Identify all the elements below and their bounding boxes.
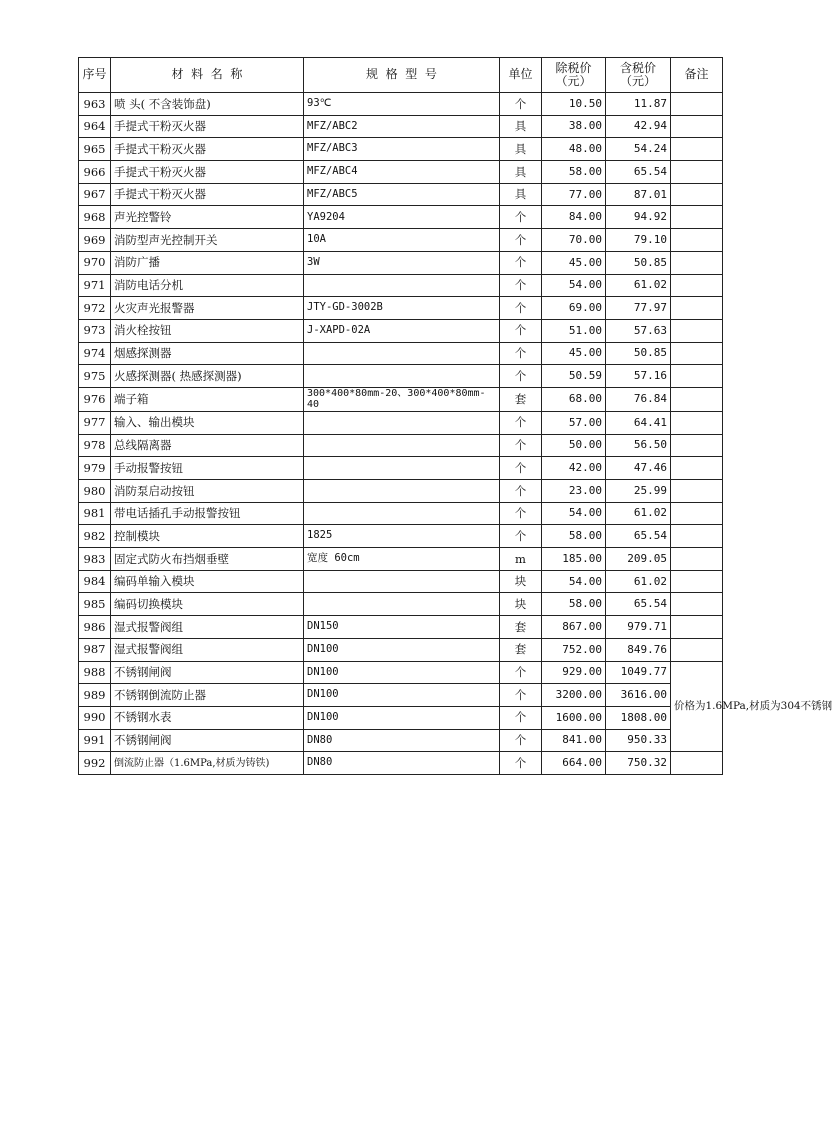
- row-material-name: 火感探测器( 热感探测器): [111, 365, 304, 388]
- row-spec: DN150: [304, 616, 500, 639]
- row-price-ex-tax: 867.00: [542, 616, 606, 639]
- table-row: [79, 387, 723, 411]
- table-row: [79, 706, 723, 729]
- row-index: 964: [79, 115, 111, 138]
- row-material-name: 消防型声光控制开关: [111, 229, 304, 252]
- row-unit: 套: [500, 387, 542, 411]
- row-spec: YA9204: [304, 206, 500, 229]
- row-price-ex-tax: 3200.00: [542, 684, 606, 707]
- row-price-ex-tax: 752.00: [542, 638, 606, 661]
- row-material-name: 控制模块: [111, 525, 304, 548]
- header-price-inc-tax-line2: （元）: [619, 74, 656, 88]
- row-price-inc-tax: 54.24: [606, 138, 671, 161]
- table-row: [79, 548, 723, 571]
- row-material-name: 输入、输出模块: [111, 411, 304, 434]
- row-unit: 个: [500, 434, 542, 457]
- row-material-name: 声光控警铃: [111, 206, 304, 229]
- row-index: 968: [79, 206, 111, 229]
- row-index: 978: [79, 434, 111, 457]
- row-spec: DN100: [304, 661, 500, 684]
- row-spec: [304, 502, 500, 525]
- row-unit: 块: [500, 593, 542, 616]
- row-unit: 具: [500, 161, 542, 184]
- header-idx: 序号: [79, 58, 111, 93]
- table-row: [79, 138, 723, 161]
- row-index: 981: [79, 502, 111, 525]
- row-price-inc-tax: 1808.00: [606, 706, 671, 729]
- row-note: [671, 183, 723, 206]
- row-material-name: 固定式防火布挡烟垂壁: [111, 548, 304, 571]
- row-unit: 个: [500, 457, 542, 480]
- row-spec: MFZ/ABC3: [304, 138, 500, 161]
- row-spec: J-XAPD-02A: [304, 319, 500, 342]
- table-row: [79, 525, 723, 548]
- row-note: [671, 251, 723, 274]
- row-spec: DN80: [304, 729, 500, 752]
- table-body: [79, 93, 832, 775]
- table-row: [79, 183, 723, 206]
- row-index: 973: [79, 319, 111, 342]
- row-price-ex-tax: 68.00: [542, 387, 606, 411]
- table-row: [79, 115, 723, 138]
- row-price-ex-tax: 77.00: [542, 183, 606, 206]
- row-note: [671, 138, 723, 161]
- row-spec: DN100: [304, 638, 500, 661]
- row-material-name: 手提式干粉灭火器: [111, 161, 304, 184]
- row-price-ex-tax: 48.00: [542, 138, 606, 161]
- table-row: [79, 434, 723, 457]
- row-price-ex-tax: 185.00: [542, 548, 606, 571]
- row-unit: 个: [500, 365, 542, 388]
- row-spec: [304, 434, 500, 457]
- header-price-ex-tax-line1: 除税价: [555, 60, 592, 75]
- row-note: [671, 319, 723, 342]
- table-row: [79, 342, 723, 365]
- row-price-inc-tax: 65.54: [606, 593, 671, 616]
- row-index: 987: [79, 638, 111, 661]
- row-unit: 个: [500, 661, 542, 684]
- table-row: [79, 319, 723, 342]
- header-price-inc-tax-line1: 含税价: [619, 60, 656, 75]
- row-material-name: 不锈钢闸阀: [111, 661, 304, 684]
- row-spec: 93℃: [304, 93, 500, 116]
- row-spec: DN80: [304, 752, 500, 775]
- row-price-inc-tax: 11.87: [606, 93, 671, 116]
- table-row: [79, 502, 723, 525]
- row-index: 980: [79, 480, 111, 503]
- row-material-name: 火灾声光报警器: [111, 297, 304, 320]
- row-index: 989: [79, 684, 111, 707]
- row-price-inc-tax: 77.97: [606, 297, 671, 320]
- table-row: [79, 297, 723, 320]
- row-index: 979: [79, 457, 111, 480]
- row-note: [671, 616, 723, 639]
- row-index: 986: [79, 616, 111, 639]
- row-price-ex-tax: 54.00: [542, 570, 606, 593]
- row-price-ex-tax: 10.50: [542, 93, 606, 116]
- row-index: 988: [79, 661, 111, 684]
- row-material-name: 倒流防止器（1.6MPa,材质为铸铁): [111, 752, 304, 775]
- row-price-inc-tax: 979.71: [606, 616, 671, 639]
- table-row: [79, 457, 723, 480]
- table-row: [79, 161, 723, 184]
- row-material-name: 手提式干粉灭火器: [111, 138, 304, 161]
- table-row: [79, 661, 723, 684]
- row-note: [671, 387, 723, 411]
- row-unit: 个: [500, 706, 542, 729]
- row-price-ex-tax: 54.00: [542, 274, 606, 297]
- row-index: 982: [79, 525, 111, 548]
- row-material-name: 手提式干粉灭火器: [111, 183, 304, 206]
- row-note: [671, 297, 723, 320]
- row-price-inc-tax: 750.32: [606, 752, 671, 775]
- price-table: [78, 57, 832, 775]
- header-note: 备注: [671, 58, 723, 93]
- row-price-inc-tax: 42.94: [606, 115, 671, 138]
- row-note: [671, 411, 723, 434]
- row-price-ex-tax: 51.00: [542, 319, 606, 342]
- row-note: [671, 502, 723, 525]
- row-spec: 宽度 60cm: [304, 548, 500, 571]
- row-price-inc-tax: 57.16: [606, 365, 671, 388]
- row-material-name: 总线隔离器: [111, 434, 304, 457]
- row-unit: 个: [500, 729, 542, 752]
- row-price-ex-tax: 57.00: [542, 411, 606, 434]
- table-row: [79, 570, 723, 593]
- header-price-inc-tax: [606, 58, 671, 93]
- row-index: 969: [79, 229, 111, 252]
- row-note: [671, 365, 723, 388]
- row-index: 963: [79, 93, 111, 116]
- table-row: [79, 638, 723, 661]
- row-spec: 300*400*80mm-20、300*400*80mm-40: [304, 387, 500, 411]
- row-price-inc-tax: 950.33: [606, 729, 671, 752]
- row-index: 966: [79, 161, 111, 184]
- row-material-name: 湿式报警阀组: [111, 638, 304, 661]
- row-unit: 套: [500, 638, 542, 661]
- header-spec: 规 格 型 号: [304, 58, 500, 93]
- row-spec: 3W: [304, 251, 500, 274]
- row-index: 990: [79, 706, 111, 729]
- row-price-ex-tax: 70.00: [542, 229, 606, 252]
- row-unit: 个: [500, 319, 542, 342]
- header-price-ex-tax-line2: （元）: [555, 74, 592, 88]
- row-price-ex-tax: 58.00: [542, 593, 606, 616]
- row-note: [671, 638, 723, 661]
- row-material-name: 端子箱: [111, 387, 304, 411]
- row-unit: 个: [500, 274, 542, 297]
- row-unit: 具: [500, 138, 542, 161]
- row-material-name: 编码切换模块: [111, 593, 304, 616]
- row-price-inc-tax: 849.76: [606, 638, 671, 661]
- row-index: 992: [79, 752, 111, 775]
- row-index: 991: [79, 729, 111, 752]
- row-note: [671, 480, 723, 503]
- row-unit: 套: [500, 616, 542, 639]
- header-unit: 单位: [500, 58, 542, 93]
- row-spec: 1825: [304, 525, 500, 548]
- row-price-inc-tax: 56.50: [606, 434, 671, 457]
- row-material-name: 湿式报警阀组: [111, 616, 304, 639]
- table-row: [79, 411, 723, 434]
- row-price-inc-tax: 87.01: [606, 183, 671, 206]
- row-unit: 个: [500, 342, 542, 365]
- table-row: [79, 229, 723, 252]
- row-price-inc-tax: 65.54: [606, 525, 671, 548]
- row-note: [671, 229, 723, 252]
- row-note: [671, 342, 723, 365]
- row-price-inc-tax: 57.63: [606, 319, 671, 342]
- row-index: 972: [79, 297, 111, 320]
- row-material-name: 手提式干粉灭火器: [111, 115, 304, 138]
- row-unit: 个: [500, 297, 542, 320]
- row-spec: [304, 342, 500, 365]
- row-note: [671, 93, 723, 116]
- row-price-ex-tax: 1600.00: [542, 706, 606, 729]
- row-price-inc-tax: 79.10: [606, 229, 671, 252]
- row-index: 965: [79, 138, 111, 161]
- row-unit: 个: [500, 480, 542, 503]
- row-note: [671, 525, 723, 548]
- row-spec: DN100: [304, 684, 500, 707]
- row-material-name: 手动报警按钮: [111, 457, 304, 480]
- row-material-name: 不锈钢水表: [111, 706, 304, 729]
- row-index: 974: [79, 342, 111, 365]
- row-price-ex-tax: 42.00: [542, 457, 606, 480]
- row-material-name: 不锈钢倒流防止器: [111, 684, 304, 707]
- row-price-inc-tax: 76.84: [606, 387, 671, 411]
- row-spec: [304, 457, 500, 480]
- table-header-row: [79, 58, 723, 93]
- row-price-ex-tax: 23.00: [542, 480, 606, 503]
- row-material-name: 喷 头( 不含装饰盘): [111, 93, 304, 116]
- table-row: [79, 593, 723, 616]
- row-note: [671, 457, 723, 480]
- row-index: 971: [79, 274, 111, 297]
- row-note: [671, 434, 723, 457]
- row-material-name: 编码单输入模块: [111, 570, 304, 593]
- row-price-inc-tax: 65.54: [606, 161, 671, 184]
- row-price-inc-tax: 64.41: [606, 411, 671, 434]
- table-row: [79, 480, 723, 503]
- table-row: [79, 251, 723, 274]
- table-row: [79, 729, 723, 752]
- row-spec: MFZ/ABC2: [304, 115, 500, 138]
- row-note: [671, 274, 723, 297]
- row-unit: 个: [500, 93, 542, 116]
- row-price-ex-tax: 69.00: [542, 297, 606, 320]
- row-unit: 块: [500, 570, 542, 593]
- row-note: [671, 570, 723, 593]
- row-spec: [304, 593, 500, 616]
- row-unit: 个: [500, 251, 542, 274]
- row-price-ex-tax: 929.00: [542, 661, 606, 684]
- row-spec: [304, 274, 500, 297]
- row-note: [671, 548, 723, 571]
- table-row: [79, 93, 723, 116]
- row-price-inc-tax: 47.46: [606, 457, 671, 480]
- row-price-inc-tax: 50.85: [606, 342, 671, 365]
- row-price-inc-tax: 50.85: [606, 251, 671, 274]
- row-material-name: 消防广播: [111, 251, 304, 274]
- row-price-ex-tax: 50.00: [542, 434, 606, 457]
- table-row: [79, 684, 723, 707]
- row-price-inc-tax: 3616.00: [606, 684, 671, 707]
- row-spec: [304, 411, 500, 434]
- row-unit: 个: [500, 752, 542, 775]
- row-index: 967: [79, 183, 111, 206]
- row-index: 985: [79, 593, 111, 616]
- row-price-ex-tax: 58.00: [542, 161, 606, 184]
- row-spec: [304, 365, 500, 388]
- row-material-name: 消防泵启动按钮: [111, 480, 304, 503]
- row-price-ex-tax: 841.00: [542, 729, 606, 752]
- row-spec: DN100: [304, 706, 500, 729]
- row-unit: 个: [500, 684, 542, 707]
- row-unit: 个: [500, 206, 542, 229]
- row-price-ex-tax: 54.00: [542, 502, 606, 525]
- row-unit: 个: [500, 502, 542, 525]
- row-price-ex-tax: 58.00: [542, 525, 606, 548]
- row-price-inc-tax: 61.02: [606, 570, 671, 593]
- row-unit: 个: [500, 411, 542, 434]
- row-unit: 具: [500, 183, 542, 206]
- row-note: [671, 752, 723, 775]
- row-price-inc-tax: 94.92: [606, 206, 671, 229]
- row-price-inc-tax: 1049.77: [606, 661, 671, 684]
- row-price-ex-tax: 45.00: [542, 342, 606, 365]
- table-row: [79, 616, 723, 639]
- row-price-ex-tax: 664.00: [542, 752, 606, 775]
- row-spec: MFZ/ABC4: [304, 161, 500, 184]
- row-material-name: 消火栓按钮: [111, 319, 304, 342]
- row-material-name: 消防电话分机: [111, 274, 304, 297]
- row-index: 976: [79, 387, 111, 411]
- row-price-inc-tax: 209.05: [606, 548, 671, 571]
- table-row: [79, 752, 723, 775]
- row-spec: MFZ/ABC5: [304, 183, 500, 206]
- row-note: [671, 161, 723, 184]
- row-spec: 10A: [304, 229, 500, 252]
- row-price-inc-tax: 25.99: [606, 480, 671, 503]
- row-unit: 个: [500, 229, 542, 252]
- row-index: 983: [79, 548, 111, 571]
- row-index: 970: [79, 251, 111, 274]
- row-material-name: 不锈钢闸阀: [111, 729, 304, 752]
- row-spec: [304, 570, 500, 593]
- row-index: 975: [79, 365, 111, 388]
- row-material-name: 烟感探测器: [111, 342, 304, 365]
- row-index: 977: [79, 411, 111, 434]
- header-name: 材 料 名 称: [111, 58, 304, 93]
- row-index: 984: [79, 570, 111, 593]
- row-price-ex-tax: 84.00: [542, 206, 606, 229]
- row-material-name: 带电话插孔手动报警按钮: [111, 502, 304, 525]
- header-price-ex-tax: [542, 58, 606, 93]
- row-price-ex-tax: 38.00: [542, 115, 606, 138]
- row-unit: m: [500, 548, 542, 571]
- row-price-ex-tax: 50.59: [542, 365, 606, 388]
- row-note: [671, 593, 723, 616]
- row-note: [671, 115, 723, 138]
- row-spec: [304, 480, 500, 503]
- row-note-merged: 价格为1.6MPa,材质为304不锈钢: [671, 661, 723, 752]
- row-price-ex-tax: 45.00: [542, 251, 606, 274]
- row-unit: 个: [500, 525, 542, 548]
- row-price-inc-tax: 61.02: [606, 502, 671, 525]
- row-spec: JTY-GD-3002B: [304, 297, 500, 320]
- table-row: [79, 365, 723, 388]
- row-price-inc-tax: 61.02: [606, 274, 671, 297]
- row-note: [671, 206, 723, 229]
- row-unit: 具: [500, 115, 542, 138]
- table-row: [79, 274, 723, 297]
- table-row: [79, 206, 723, 229]
